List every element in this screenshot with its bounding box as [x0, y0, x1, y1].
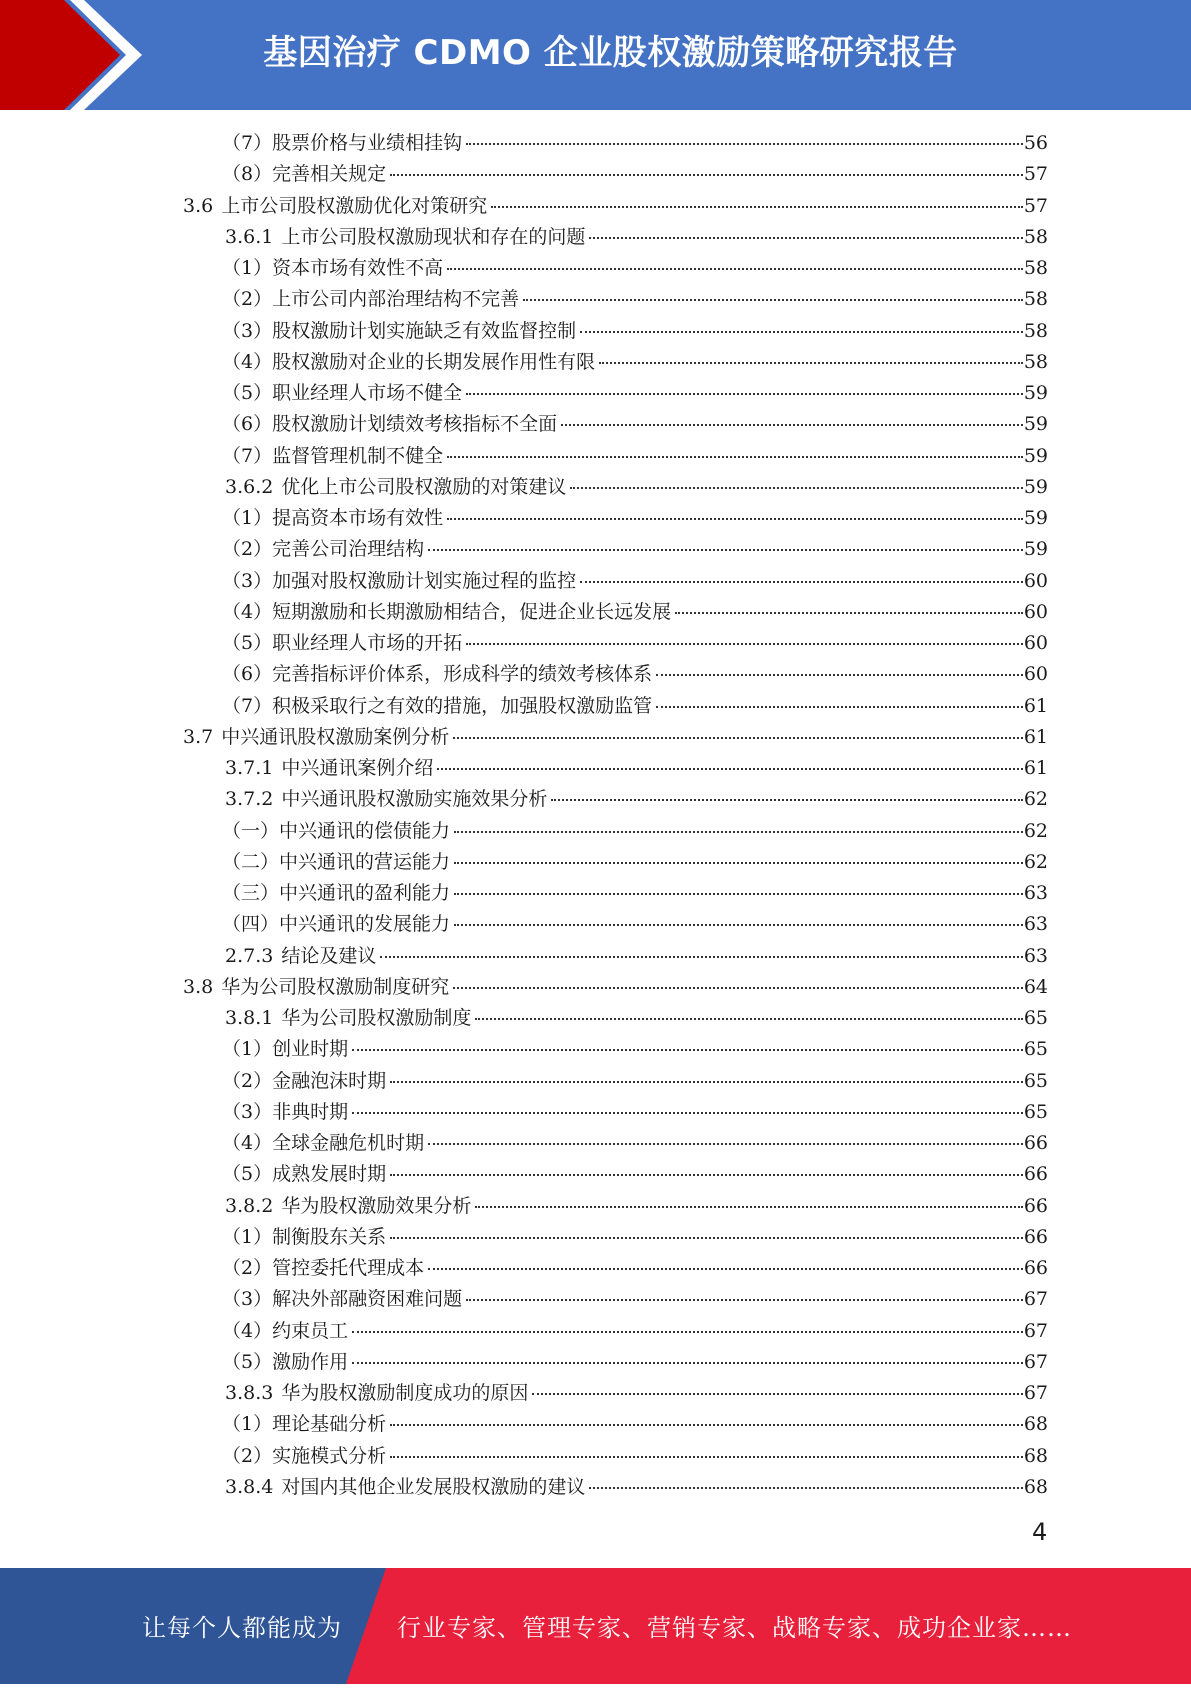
toc-entry-number: （7）	[222, 132, 273, 154]
toc-entry[interactable]	[222, 847, 1048, 878]
toc-dot-leader	[454, 862, 1023, 864]
toc-entry-title: 制衡股东关系	[272, 1225, 387, 1248]
toc-entry-number: 3.6.2	[225, 475, 274, 498]
toc-dot-leader	[466, 143, 1023, 145]
toc-dot-leader	[454, 831, 1023, 833]
toc-entry-title: 非典时期	[272, 1100, 349, 1123]
toc-entry-title: 解决外部融资困难问题	[272, 1288, 463, 1311]
toc-entry-title: 股票价格与业绩相挂钩	[272, 132, 463, 154]
toc-entry-page: 60	[1023, 600, 1048, 623]
toc-entry[interactable]	[222, 909, 1048, 940]
toc-entry-page: 63	[1023, 913, 1048, 936]
toc-dot-leader	[453, 737, 1023, 739]
toc-dot-leader	[589, 1487, 1022, 1489]
toc-entry-title: 优化上市公司股权激励的对策建议	[281, 475, 567, 498]
toc-entry-number: （6）	[222, 663, 273, 686]
toc-entry-page: 63	[1023, 944, 1048, 967]
toc-dot-leader	[466, 393, 1023, 395]
toc-entry[interactable]	[225, 753, 1048, 784]
toc-entry-page: 58	[1023, 225, 1048, 248]
toc-dot-leader	[589, 237, 1022, 239]
toc-dot-leader	[352, 1049, 1023, 1051]
toc-dot-leader	[447, 518, 1023, 520]
toc-entry-title: 对国内其他企业发展股权激励的建议	[281, 1475, 586, 1498]
toc-entry-title: 股权激励对企业的长期发展作用性有限	[272, 350, 596, 373]
toc-entry-number: （1）	[222, 257, 273, 279]
toc-dot-leader	[390, 1237, 1023, 1239]
toc-entry-number: 2.7.3	[225, 944, 274, 967]
toc-entry-page: 57	[1023, 194, 1048, 217]
toc-entry-title: 全球金融危机时期	[272, 1132, 425, 1154]
toc-entry-number: 3.7	[183, 725, 214, 748]
toc-entry-page: 60	[1023, 569, 1048, 592]
toc-entry-number: （6）	[222, 413, 273, 436]
toc-entry-number: （3）	[222, 1100, 273, 1123]
toc-entry[interactable]	[222, 878, 1048, 909]
toc-entry-page: 67	[1023, 1350, 1048, 1373]
toc-entry-page: 59	[1023, 507, 1048, 529]
toc-entry-number: 3.8.1	[225, 1007, 274, 1029]
toc-entry[interactable]	[222, 409, 1048, 440]
toc-entry-page: 67	[1023, 1288, 1048, 1311]
report-title: 基因治疗 CDMO 企业股权激励策略研究报告	[263, 33, 958, 73]
toc-entry-page: 66	[1023, 1257, 1048, 1279]
toc-entry-number: （5）	[222, 632, 273, 654]
toc-entry-page: 57	[1023, 163, 1048, 186]
toc-entry[interactable]	[222, 441, 1048, 472]
toc-entry-number: （1）	[222, 507, 273, 529]
toc-entry-page: 65	[1023, 1007, 1048, 1029]
toc-entry-number: （5）	[222, 1163, 273, 1186]
toc-entry[interactable]	[222, 534, 1048, 565]
toc-entry-page: 59	[1023, 475, 1048, 498]
toc-entry[interactable]	[222, 816, 1048, 847]
toc-entry-number: （4）	[222, 1132, 273, 1154]
toc-dot-leader	[532, 1393, 1022, 1395]
toc-entry-title: 实施模式分析	[272, 1444, 387, 1467]
toc-entry-page: 65	[1023, 1069, 1048, 1092]
toc-entry[interactable]	[222, 347, 1048, 378]
toc-entry-number: （1）	[222, 1413, 273, 1436]
toc-entry[interactable]	[222, 1222, 1048, 1253]
toc-dot-leader	[390, 1424, 1023, 1426]
toc-entry-number: （2）	[222, 538, 273, 561]
toc-entry[interactable]	[222, 1253, 1048, 1284]
toc-dot-leader	[428, 1268, 1023, 1270]
toc-entry-page: 67	[1023, 1382, 1048, 1404]
toc-entry-page: 61	[1023, 725, 1048, 748]
toc-entry-title: 金融泡沫时期	[272, 1069, 387, 1092]
toc-dot-leader	[390, 1174, 1023, 1176]
toc-entry-page: 67	[1023, 1319, 1048, 1342]
toc-entry-number: 3.8	[183, 975, 214, 998]
toc-dot-leader	[580, 581, 1023, 583]
toc-entry-page: 60	[1023, 663, 1048, 686]
toc-entry-number: （7）	[222, 444, 273, 467]
toc-entry-page: 60	[1023, 632, 1048, 654]
toc-entry-page: 66	[1023, 1163, 1048, 1186]
toc-dot-leader	[390, 1456, 1023, 1458]
toc-dot-leader	[380, 956, 1022, 958]
toc-entry-title: 积极采取行之有效的措施，加强股权激励监管	[272, 694, 653, 717]
toc-entry-number: （四）	[222, 913, 280, 936]
footer-slogan-right: 行业专家、管理专家、营销专家、战略专家、成功企业家……	[397, 1614, 1072, 1642]
toc-dot-leader	[656, 674, 1023, 676]
toc-entry-title: 华为公司股权激励制度研究	[221, 975, 450, 998]
toc-entry-number: （3）	[222, 319, 273, 342]
toc-entry[interactable]	[222, 1441, 1048, 1472]
toc-entry[interactable]	[222, 1284, 1048, 1315]
toc-entry[interactable]	[222, 128, 1048, 159]
toc-entry-title: 华为股权激励效果分析	[281, 1194, 472, 1217]
toc-entry-title: 结论及建议	[281, 944, 377, 967]
toc-entry[interactable]	[183, 191, 1048, 222]
toc-entry[interactable]	[222, 253, 1048, 284]
toc-entry-page: 56	[1023, 132, 1048, 154]
toc-entry-page: 68	[1023, 1444, 1048, 1467]
toc-entry[interactable]	[222, 566, 1048, 597]
toc-dot-leader	[428, 1143, 1023, 1145]
toc-entry-number: （1）	[222, 1225, 273, 1248]
toc-entry[interactable]	[225, 784, 1048, 815]
toc-dot-leader	[523, 299, 1023, 301]
toc-dot-leader	[561, 424, 1023, 426]
toc-entry-title: 完善公司治理结构	[272, 538, 425, 561]
toc-entry[interactable]	[222, 159, 1048, 190]
toc-dot-leader	[454, 893, 1023, 895]
toc-dot-leader	[675, 612, 1023, 614]
toc-dot-leader	[390, 174, 1023, 176]
toc-entry-title: 中兴通讯案例介绍	[281, 757, 434, 779]
toc-entry[interactable]	[222, 1066, 1048, 1097]
toc-entry-page: 61	[1023, 757, 1048, 779]
toc-entry-number: （4）	[222, 1319, 273, 1342]
toc-entry-number: 3.8.4	[225, 1475, 274, 1498]
toc-entry-title: 成熟发展时期	[272, 1163, 387, 1186]
toc-entry[interactable]	[222, 659, 1048, 690]
toc-dot-leader	[390, 1081, 1023, 1083]
toc-dot-leader	[466, 1299, 1023, 1301]
toc-entry-number: （3）	[222, 1288, 273, 1311]
toc-entry-title: 职业经理人市场的开拓	[272, 632, 463, 654]
toc-dot-leader	[352, 1331, 1023, 1333]
toc-entry-page: 68	[1023, 1475, 1048, 1498]
toc-dot-leader	[580, 331, 1023, 333]
toc-entry-page: 62	[1023, 819, 1048, 842]
toc-entry-number: （2）	[222, 1069, 273, 1092]
toc-entry-number: 3.7.2	[225, 788, 274, 811]
toc-dot-leader	[570, 487, 1022, 489]
toc-entry-title: 创业时期	[272, 1038, 349, 1061]
toc-entry[interactable]	[222, 1128, 1048, 1159]
toc-dot-leader	[352, 1112, 1023, 1114]
toc-entry[interactable]	[222, 1316, 1048, 1347]
toc-entry-number: 3.6	[183, 194, 214, 217]
toc-entry-page: 61	[1023, 694, 1048, 717]
toc-entry-number: （2）	[222, 1444, 273, 1467]
toc-entry[interactable]	[222, 1347, 1048, 1378]
footer-band	[0, 1568, 1191, 1684]
toc-entry[interactable]	[222, 597, 1048, 628]
toc-entry-page: 63	[1023, 882, 1048, 904]
toc-entry-title: 加强对股权激励计划实施过程的监控	[272, 569, 577, 592]
toc-dot-leader	[491, 206, 1023, 208]
toc-entry-number: （5）	[222, 1350, 273, 1373]
toc-entry-title: 中兴通讯的营运能力	[279, 850, 451, 873]
toc-entry-page: 66	[1023, 1194, 1048, 1217]
toc-entry-number: （2）	[222, 288, 273, 311]
toc-entry-page: 58	[1023, 257, 1048, 279]
toc-entry-page: 59	[1023, 413, 1048, 436]
toc-entry-title: 激励作用	[272, 1350, 349, 1373]
toc-dot-leader	[454, 924, 1023, 926]
toc-entry-page: 58	[1023, 288, 1048, 311]
toc-entry-number: 3.6.1	[225, 225, 274, 248]
toc-dot-leader	[466, 643, 1023, 645]
toc-entry-number: （二）	[222, 850, 280, 873]
toc-entry[interactable]	[222, 1034, 1048, 1065]
toc-dot-leader	[475, 1018, 1022, 1020]
toc-entry-page: 68	[1023, 1413, 1048, 1436]
toc-entry[interactable]	[222, 1409, 1048, 1440]
toc-entry-page: 62	[1023, 788, 1048, 811]
toc-entry-page: 58	[1023, 350, 1048, 373]
toc-dot-leader	[447, 456, 1023, 458]
toc-entry-title: 上市公司股权激励现状和存在的问题	[281, 225, 586, 248]
toc-entry-page: 65	[1023, 1100, 1048, 1123]
toc-entry[interactable]	[222, 503, 1048, 534]
toc-dot-leader	[447, 268, 1023, 270]
toc-entry-title: 职业经理人市场不健全	[272, 382, 463, 404]
toc-entry-number: （3）	[222, 569, 273, 592]
toc-entry-number: （1）	[222, 1038, 273, 1061]
toc-entry[interactable]	[222, 628, 1048, 659]
toc-entry-title: 中兴通讯的盈利能力	[279, 882, 451, 904]
toc-dot-leader	[475, 1206, 1022, 1208]
toc-entry[interactable]	[222, 691, 1048, 722]
toc-entry[interactable]	[183, 972, 1048, 1003]
toc-entry-page: 66	[1023, 1225, 1048, 1248]
toc-entry[interactable]	[225, 941, 1048, 972]
toc-entry-number: 3.8.3	[225, 1382, 274, 1404]
toc-entry-title: 华为公司股权激励制度	[281, 1007, 472, 1029]
toc-entry-title: 华为股权激励制度成功的原因	[281, 1382, 529, 1404]
toc-entry-title: 完善相关规定	[272, 163, 387, 186]
toc-entry[interactable]	[225, 222, 1048, 253]
toc-entry-title: 上市公司股权激励优化对策研究	[221, 194, 488, 217]
toc-entry[interactable]	[183, 722, 1048, 753]
toc-entry-page: 64	[1023, 975, 1048, 998]
toc-entry-page: 62	[1023, 850, 1048, 873]
toc-entry-title: 短期激励和长期激励相结合，促进企业长远发展	[272, 600, 672, 623]
toc-entry-title: 管控委托代理成本	[272, 1257, 425, 1279]
toc-entry[interactable]	[225, 1472, 1048, 1503]
toc-entry[interactable]	[225, 1378, 1048, 1409]
toc-entry[interactable]	[225, 1003, 1048, 1034]
toc-entry[interactable]	[222, 284, 1048, 315]
toc-dot-leader	[551, 799, 1022, 801]
toc-entry-title: 中兴通讯股权激励案例分析	[221, 725, 450, 748]
toc-entry-number: （7）	[222, 694, 273, 717]
header-band	[0, 0, 1191, 110]
toc-entry[interactable]	[222, 1097, 1048, 1128]
toc-entry-number: （2）	[222, 1257, 273, 1279]
toc-entry-title: 上市公司内部治理结构不完善	[272, 288, 520, 311]
toc-entry-number: （4）	[222, 350, 273, 373]
toc-entry-title: 理论基础分析	[272, 1413, 387, 1436]
toc-dot-leader	[352, 1362, 1023, 1364]
toc-entry-page: 59	[1023, 444, 1048, 467]
toc-entry[interactable]	[222, 1159, 1048, 1190]
toc-dot-leader	[599, 362, 1023, 364]
toc-entry-title: 股权激励计划绩效考核指标不全面	[272, 413, 558, 436]
toc-entry-page: 59	[1023, 538, 1048, 561]
toc-dot-leader	[453, 987, 1023, 989]
toc-dot-leader	[656, 706, 1023, 708]
toc-entry-title: 资本市场有效性不高	[272, 257, 444, 279]
toc-entry-title: 完善指标评价体系，形成科学的绩效考核体系	[272, 663, 653, 686]
toc-entry-page: 66	[1023, 1132, 1048, 1154]
toc-entry-number: （5）	[222, 382, 273, 404]
toc-entry-number: （8）	[222, 163, 273, 186]
toc-entry-title: 股权激励计划实施缺乏有效监督控制	[272, 319, 577, 342]
toc-entry-number: （三）	[222, 882, 280, 904]
toc-entry-title: 约束员工	[272, 1319, 349, 1342]
page-number: 4	[1032, 1518, 1048, 1546]
toc-entry[interactable]	[222, 378, 1048, 409]
toc-entry-title: 提高资本市场有效性	[272, 507, 444, 529]
toc-entry-number: 3.7.1	[225, 757, 274, 779]
toc-entry[interactable]	[225, 472, 1048, 503]
toc-dot-leader	[437, 768, 1022, 770]
toc-entry-number: 3.8.2	[225, 1194, 274, 1217]
toc-entry-page: 59	[1023, 382, 1048, 404]
toc-entry-page: 58	[1023, 319, 1048, 342]
toc-dot-leader	[428, 549, 1023, 551]
toc-entry-title: 中兴通讯股权激励实施效果分析	[281, 788, 548, 811]
toc-entry-page: 65	[1023, 1038, 1048, 1061]
toc-entry[interactable]	[225, 1191, 1048, 1222]
footer-slogan-left: 让每个人都能成为	[142, 1614, 342, 1642]
toc-entry-title: 中兴通讯的偿债能力	[279, 819, 451, 842]
toc-entry-number: （一）	[222, 819, 280, 842]
toc-entry-title: 监督管理机制不健全	[272, 444, 444, 467]
toc-entry[interactable]	[222, 316, 1048, 347]
toc-entry-number: （4）	[222, 600, 273, 623]
toc-entry-title: 中兴通讯的发展能力	[279, 913, 451, 936]
